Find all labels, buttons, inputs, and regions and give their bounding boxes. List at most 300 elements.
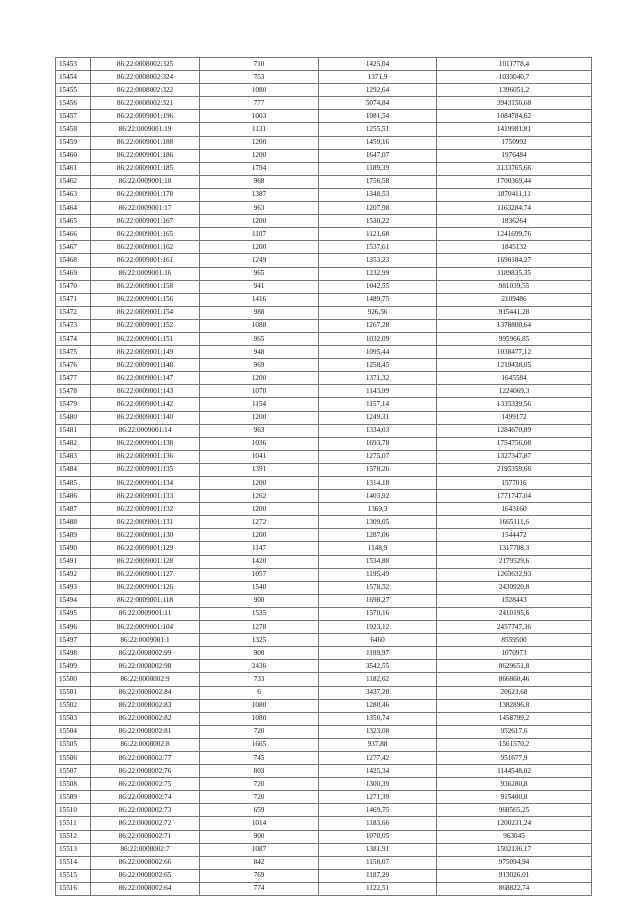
- cadastral-value-cell: 2410195,6: [437, 607, 592, 620]
- row-number-cell: 15484: [56, 463, 91, 476]
- table-row: [56, 477, 592, 490]
- unit-value-cell: 1158,07: [319, 856, 437, 869]
- cadastral-value-cell: 1665111,6: [437, 516, 592, 529]
- area-cell: 1200: [200, 136, 319, 149]
- cadastral-value-cell: 2457747,36: [437, 621, 592, 634]
- area-cell: 969: [200, 359, 319, 372]
- unit-value-cell: 1371,32: [319, 372, 437, 385]
- table-row: [56, 202, 592, 215]
- unit-value-cell: 3542,55: [319, 660, 437, 673]
- cadastral-number-cell: 86:22:0009001:17: [91, 202, 200, 215]
- row-number-cell: 15494: [56, 594, 91, 607]
- row-number-cell: 15505: [56, 738, 91, 751]
- area-cell: 753: [200, 71, 319, 84]
- cadastral-number-cell: 86:22:0008002:75: [91, 778, 200, 791]
- cadastral-value-cell: 1144548,02: [437, 765, 592, 778]
- table-row: [56, 817, 592, 830]
- unit-value-cell: 1292,64: [319, 84, 437, 97]
- cadastral-number-cell: 86:22:0009001:131: [91, 516, 200, 529]
- table-row: [56, 503, 592, 516]
- area-cell: 777: [200, 97, 319, 110]
- area-cell: 1200: [200, 215, 319, 228]
- cadastral-value-cell: 1643160: [437, 503, 592, 516]
- cadastral-number-cell: 86:22:0009001:147: [91, 372, 200, 385]
- table-row: [56, 621, 592, 634]
- cadastral-number-cell: 86:22:0009001:143: [91, 385, 200, 398]
- cadastral-value-cell: 2133765,66: [437, 162, 592, 175]
- cadastral-value-table: [55, 57, 592, 896]
- cadastral-number-cell: 86:22:0009001:104: [91, 621, 200, 634]
- area-cell: 659: [200, 804, 319, 817]
- table-row: [56, 58, 592, 71]
- row-number-cell: 15471: [56, 293, 91, 306]
- area-cell: 1665: [200, 738, 319, 751]
- unit-value-cell: 1570,16: [319, 607, 437, 620]
- row-number-cell: 15466: [56, 228, 91, 241]
- cadastral-value-cell: 1528443: [437, 594, 592, 607]
- cadastral-number-cell: 86:22:0009001:126: [91, 581, 200, 594]
- cadastral-value-cell: 915400,8: [437, 791, 592, 804]
- cadastral-number-cell: 86:22:0009001:132: [91, 503, 200, 516]
- cadastral-number-cell: 86:22:0008002:72: [91, 817, 200, 830]
- unit-value-cell: 1267,28: [319, 319, 437, 332]
- unit-value-cell: 1121,68: [319, 228, 437, 241]
- unit-value-cell: 1280,46: [319, 699, 437, 712]
- row-number-cell: 15504: [56, 725, 91, 738]
- unit-value-cell: 6460: [319, 634, 437, 647]
- cadastral-number-cell: 86:22:0009001:138: [91, 437, 200, 450]
- table-body: [56, 58, 592, 896]
- unit-value-cell: 1371,9: [319, 71, 437, 84]
- cadastral-value-cell: 915441,28: [437, 306, 592, 319]
- table-row: [56, 188, 592, 201]
- area-cell: 1088: [200, 319, 319, 332]
- row-number-cell: 15474: [56, 332, 91, 345]
- unit-value-cell: 1530,22: [319, 215, 437, 228]
- cadastral-value-cell: 1419981,81: [437, 123, 592, 136]
- cadastral-value-cell: 995966,85: [437, 332, 592, 345]
- unit-value-cell: 1187,29: [319, 869, 437, 882]
- row-number-cell: 15479: [56, 398, 91, 411]
- cadastral-number-cell: 86:22:0009001:186: [91, 149, 200, 162]
- unit-value-cell: 1369,3: [319, 503, 437, 516]
- row-number-cell: 15468: [56, 254, 91, 267]
- unit-value-cell: 1300,39: [319, 778, 437, 791]
- cadastral-number-cell: 86:22:0009001:148: [91, 359, 200, 372]
- cadastral-number-cell: 86:22:0009001:11: [91, 607, 200, 620]
- unit-value-cell: 1698,27: [319, 594, 437, 607]
- area-cell: 1200: [200, 411, 319, 424]
- row-number-cell: 15486: [56, 490, 91, 503]
- cadastral-number-cell: 86:22:0008002:84: [91, 686, 200, 699]
- area-cell: 1200: [200, 477, 319, 490]
- area-cell: 1087: [200, 843, 319, 856]
- row-number-cell: 15469: [56, 267, 91, 280]
- row-number-cell: 15462: [56, 175, 91, 188]
- table-row: [56, 856, 592, 869]
- cadastral-value-cell: 1544472: [437, 529, 592, 542]
- row-number-cell: 15502: [56, 699, 91, 712]
- table-row: [56, 594, 592, 607]
- area-cell: 2436: [200, 660, 319, 673]
- cadastral-value-cell: 1200231,24: [437, 817, 592, 830]
- area-cell: 965: [200, 267, 319, 280]
- area-cell: 1416: [200, 293, 319, 306]
- area-cell: 1080: [200, 699, 319, 712]
- cadastral-value-cell: 1870411,11: [437, 188, 592, 201]
- row-number-cell: 15480: [56, 411, 91, 424]
- cadastral-number-cell: 86:22:0009001:156: [91, 293, 200, 306]
- unit-value-cell: 1183,66: [319, 817, 437, 830]
- cadastral-value-cell: 1645584: [437, 372, 592, 385]
- table-row: [56, 778, 592, 791]
- cadastral-value-cell: 1836264: [437, 215, 592, 228]
- cadastral-value-cell: 1771747,04: [437, 490, 592, 503]
- cadastral-number-cell: 86:22:0008002:322: [91, 84, 200, 97]
- row-number-cell: 15510: [56, 804, 91, 817]
- row-number-cell: 15489: [56, 529, 91, 542]
- row-number-cell: 15496: [56, 621, 91, 634]
- cadastral-value-cell: 1750992: [437, 136, 592, 149]
- unit-value-cell: 1258,45: [319, 359, 437, 372]
- table-row: [56, 686, 592, 699]
- area-cell: 1131: [200, 123, 319, 136]
- row-number-cell: 15487: [56, 503, 91, 516]
- cadastral-number-cell: 86:22:0008002:99: [91, 647, 200, 660]
- area-cell: 900: [200, 830, 319, 843]
- cadastral-number-cell: 86:22:0009001:142: [91, 398, 200, 411]
- row-number-cell: 15500: [56, 673, 91, 686]
- cadastral-number-cell: 86:22:0009001:1: [91, 634, 200, 647]
- table-row: [56, 660, 592, 673]
- cadastral-value-cell: 1690184,27: [437, 254, 592, 267]
- unit-value-cell: 1489,75: [319, 293, 437, 306]
- cadastral-number-cell: 86:22:0008002:65: [91, 869, 200, 882]
- table-row: [56, 791, 592, 804]
- table-row: [56, 490, 592, 503]
- area-cell: 1154: [200, 398, 319, 411]
- row-number-cell: 15459: [56, 136, 91, 149]
- cadastral-number-cell: 86:22:0008002:66: [91, 856, 200, 869]
- table-row: [56, 215, 592, 228]
- cadastral-value-cell: 1335339,56: [437, 398, 592, 411]
- area-cell: 1200: [200, 529, 319, 542]
- unit-value-cell: 1756,58: [319, 175, 437, 188]
- row-number-cell: 15512: [56, 830, 91, 843]
- table-row: [56, 319, 592, 332]
- cadastral-value-cell: 952617,6: [437, 725, 592, 738]
- cadastral-number-cell: 86:22:0009001:196: [91, 110, 200, 123]
- unit-value-cell: 1425,04: [319, 58, 437, 71]
- table-row: [56, 398, 592, 411]
- area-cell: 745: [200, 751, 319, 764]
- cadastral-value-cell: 1070973: [437, 647, 592, 660]
- unit-value-cell: 1537,61: [319, 241, 437, 254]
- cadastral-value-cell: 1327347,87: [437, 450, 592, 463]
- table-row: [56, 71, 592, 84]
- unit-value-cell: 1350,74: [319, 712, 437, 725]
- area-cell: 1057: [200, 568, 319, 581]
- area-cell: 965: [200, 332, 319, 345]
- area-cell: 1387: [200, 188, 319, 201]
- cadastral-value-cell: 3943150,68: [437, 97, 592, 110]
- table-row: [56, 463, 592, 476]
- area-cell: 720: [200, 791, 319, 804]
- area-cell: 1535: [200, 607, 319, 620]
- cadastral-number-cell: 86:22:0009001:19: [91, 123, 200, 136]
- area-cell: 1794: [200, 162, 319, 175]
- unit-value-cell: 1157,14: [319, 398, 437, 411]
- unit-value-cell: 937,88: [319, 738, 437, 751]
- row-number-cell: 15493: [56, 581, 91, 594]
- area-cell: 1420: [200, 555, 319, 568]
- table-row: [56, 241, 592, 254]
- cadastral-value-cell: 2109486: [437, 293, 592, 306]
- unit-value-cell: 1032,09: [319, 332, 437, 345]
- unit-value-cell: 1469,75: [319, 804, 437, 817]
- unit-value-cell: 1334,03: [319, 424, 437, 437]
- cadastral-number-cell: 86:22:0009001:128: [91, 555, 200, 568]
- area-cell: 1325: [200, 634, 319, 647]
- row-number-cell: 15509: [56, 791, 91, 804]
- row-number-cell: 15511: [56, 817, 91, 830]
- unit-value-cell: 1189,97: [319, 647, 437, 660]
- unit-value-cell: 1042,55: [319, 280, 437, 293]
- table-row: [56, 437, 592, 450]
- row-number-cell: 15454: [56, 71, 91, 84]
- cadastral-number-cell: 86:22:0008002:98: [91, 660, 200, 673]
- cadastral-number-cell: 86:22:0009001:167: [91, 215, 200, 228]
- row-number-cell: 15470: [56, 280, 91, 293]
- unit-value-cell: 1148,9: [319, 542, 437, 555]
- cadastral-number-cell: 86:22:0009001:178: [91, 188, 200, 201]
- table-row: [56, 634, 592, 647]
- area-cell: 948: [200, 346, 319, 359]
- table-row: [56, 228, 592, 241]
- area-cell: 1107: [200, 228, 319, 241]
- row-number-cell: 15453: [56, 58, 91, 71]
- table-row: [56, 712, 592, 725]
- unit-value-cell: 1277,42: [319, 751, 437, 764]
- table-row: [56, 332, 592, 345]
- cadastral-number-cell: 86:22:0009001:14: [91, 424, 200, 437]
- cadastral-number-cell: 86:22:0008002:83: [91, 699, 200, 712]
- unit-value-cell: 1647,07: [319, 149, 437, 162]
- unit-value-cell: 1314,18: [319, 477, 437, 490]
- cadastral-value-cell: 866860,46: [437, 673, 592, 686]
- row-number-cell: 15478: [56, 385, 91, 398]
- cadastral-number-cell: 86:22:0009001:127: [91, 568, 200, 581]
- row-number-cell: 15514: [56, 856, 91, 869]
- unit-value-cell: 1403,92: [319, 490, 437, 503]
- row-number-cell: 15472: [56, 306, 91, 319]
- cadastral-value-cell: 1284670,89: [437, 424, 592, 437]
- cadastral-number-cell: 86:22:0009001:188: [91, 136, 200, 149]
- unit-value-cell: 1923,12: [319, 621, 437, 634]
- table-row: [56, 516, 592, 529]
- table-row: [56, 110, 592, 123]
- cadastral-number-cell: 86:22:0009001:151: [91, 332, 200, 345]
- table-row: [56, 581, 592, 594]
- cadastral-value-cell: 2179529,6: [437, 555, 592, 568]
- table-row: [56, 411, 592, 424]
- table-row: [56, 647, 592, 660]
- cadastral-number-cell: 86:22:0009001:135: [91, 463, 200, 476]
- unit-value-cell: 1255,51: [319, 123, 437, 136]
- unit-value-cell: 1287,06: [319, 529, 437, 542]
- row-number-cell: 15460: [56, 149, 91, 162]
- unit-value-cell: 1348,53: [319, 188, 437, 201]
- unit-value-cell: 3437,28: [319, 686, 437, 699]
- unit-value-cell: 1578,52: [319, 581, 437, 594]
- table-row: [56, 149, 592, 162]
- unit-value-cell: 1309,05: [319, 516, 437, 529]
- cadastral-value-cell: 1219438,05: [437, 359, 592, 372]
- cadastral-number-cell: 86:22:0008002:82: [91, 712, 200, 725]
- unit-value-cell: 1207,98: [319, 202, 437, 215]
- area-cell: 720: [200, 778, 319, 791]
- row-number-cell: 15497: [56, 634, 91, 647]
- cadastral-number-cell: 86:22:0008002:76: [91, 765, 200, 778]
- area-cell: 803: [200, 765, 319, 778]
- table-row: [56, 673, 592, 686]
- unit-value-cell: 1693,78: [319, 437, 437, 450]
- cadastral-value-cell: 1700369,44: [437, 175, 592, 188]
- cadastral-value-cell: 936280,8: [437, 778, 592, 791]
- row-number-cell: 15458: [56, 123, 91, 136]
- table-row: [56, 293, 592, 306]
- unit-value-cell: 1534,88: [319, 555, 437, 568]
- cadastral-value-cell: 1499172: [437, 411, 592, 424]
- cadastral-value-cell: 1033040,7: [437, 71, 592, 84]
- cadastral-value-cell: 20623,68: [437, 686, 592, 699]
- area-cell: 1003: [200, 110, 319, 123]
- area-cell: 1041: [200, 450, 319, 463]
- row-number-cell: 15482: [56, 437, 91, 450]
- table-row: [56, 542, 592, 555]
- area-cell: 1200: [200, 241, 319, 254]
- cadastral-number-cell: 86:22:0009001:18: [91, 175, 200, 188]
- cadastral-number-cell: 86:22:0008002:9: [91, 673, 200, 686]
- table-row: [56, 738, 592, 751]
- area-cell: 1080: [200, 84, 319, 97]
- unit-value-cell: 1425,34: [319, 765, 437, 778]
- cadastral-number-cell: 86:22:0009001:185: [91, 162, 200, 175]
- area-cell: 1262: [200, 490, 319, 503]
- unit-value-cell: 1195,49: [319, 568, 437, 581]
- row-number-cell: 15492: [56, 568, 91, 581]
- area-cell: 1147: [200, 542, 319, 555]
- cadastral-number-cell: 86:22:0009001:136: [91, 450, 200, 463]
- row-number-cell: 15464: [56, 202, 91, 215]
- cadastral-number-cell: 86:22:0009001:133: [91, 490, 200, 503]
- cadastral-value-cell: 1976484: [437, 149, 592, 162]
- area-cell: 963: [200, 424, 319, 437]
- table-row: [56, 765, 592, 778]
- row-number-cell: 15457: [56, 110, 91, 123]
- cadastral-number-cell: 86:22:0009001:152: [91, 319, 200, 332]
- area-cell: 1272: [200, 516, 319, 529]
- area-cell: 1249: [200, 254, 319, 267]
- row-number-cell: 15490: [56, 542, 91, 555]
- table-row: [56, 869, 592, 882]
- cadastral-value-cell: 1241699,76: [437, 228, 592, 241]
- cadastral-number-cell: 86:22:0009001:16: [91, 267, 200, 280]
- unit-value-cell: 1182,62: [319, 673, 437, 686]
- unit-value-cell: 1095,44: [319, 346, 437, 359]
- unit-value-cell: 1578,26: [319, 463, 437, 476]
- cadastral-number-cell: 86:22:0008002:325: [91, 58, 200, 71]
- cadastral-number-cell: 86:22:0008002:81: [91, 725, 200, 738]
- unit-value-cell: 1070,05: [319, 830, 437, 843]
- row-number-cell: 15477: [56, 372, 91, 385]
- table-row: [56, 97, 592, 110]
- area-cell: 720: [200, 725, 319, 738]
- cadastral-value-cell: 975094,94: [437, 856, 592, 869]
- cadastral-number-cell: 86:22:0009001:149: [91, 346, 200, 359]
- unit-value-cell: 926,56: [319, 306, 437, 319]
- cadastral-number-cell: 86:22:0008002:64: [91, 882, 200, 895]
- cadastral-number-cell: 86:22:0009001:154: [91, 306, 200, 319]
- area-cell: 900: [200, 594, 319, 607]
- cadastral-value-cell: 8629651,8: [437, 660, 592, 673]
- cadastral-value-cell: 1561570,2: [437, 738, 592, 751]
- row-number-cell: 15485: [56, 477, 91, 490]
- row-number-cell: 15513: [56, 843, 91, 856]
- unit-value-cell: 1081,54: [319, 110, 437, 123]
- row-number-cell: 15498: [56, 647, 91, 660]
- table-row: [56, 555, 592, 568]
- row-number-cell: 15475: [56, 346, 91, 359]
- row-number-cell: 15483: [56, 450, 91, 463]
- cadastral-value-cell: 968565,25: [437, 804, 592, 817]
- row-number-cell: 15503: [56, 712, 91, 725]
- table-row: [56, 372, 592, 385]
- table-row: [56, 804, 592, 817]
- row-number-cell: 15481: [56, 424, 91, 437]
- cadastral-value-cell: 913026,01: [437, 869, 592, 882]
- area-cell: 6: [200, 686, 319, 699]
- cadastral-number-cell: 86:22:0009001:130: [91, 529, 200, 542]
- cadastral-value-cell: 868822,74: [437, 882, 592, 895]
- area-cell: 710: [200, 58, 319, 71]
- table-row: [56, 568, 592, 581]
- cadastral-value-cell: 951677,9: [437, 751, 592, 764]
- table-row: [56, 882, 592, 895]
- cadastral-number-cell: 86:22:0009001:162: [91, 241, 200, 254]
- table-row: [56, 84, 592, 97]
- cadastral-number-cell: 86:22:0008002:8: [91, 738, 200, 751]
- cadastral-number-cell: 86:22:0008002:7: [91, 843, 200, 856]
- unit-value-cell: 5074,84: [319, 97, 437, 110]
- area-cell: 842: [200, 856, 319, 869]
- area-cell: 963: [200, 202, 319, 215]
- area-cell: 968: [200, 175, 319, 188]
- row-number-cell: 15456: [56, 97, 91, 110]
- table-row: [56, 607, 592, 620]
- cadastral-number-cell: 86:22:0009001:134: [91, 477, 200, 490]
- row-number-cell: 15499: [56, 660, 91, 673]
- row-number-cell: 15501: [56, 686, 91, 699]
- area-cell: 1278: [200, 621, 319, 634]
- table-row: [56, 136, 592, 149]
- row-number-cell: 15461: [56, 162, 91, 175]
- cadastral-value-cell: 1224069,3: [437, 385, 592, 398]
- row-number-cell: 15516: [56, 882, 91, 895]
- area-cell: 1036: [200, 437, 319, 450]
- unit-value-cell: 1143,99: [319, 385, 437, 398]
- table-row: [56, 529, 592, 542]
